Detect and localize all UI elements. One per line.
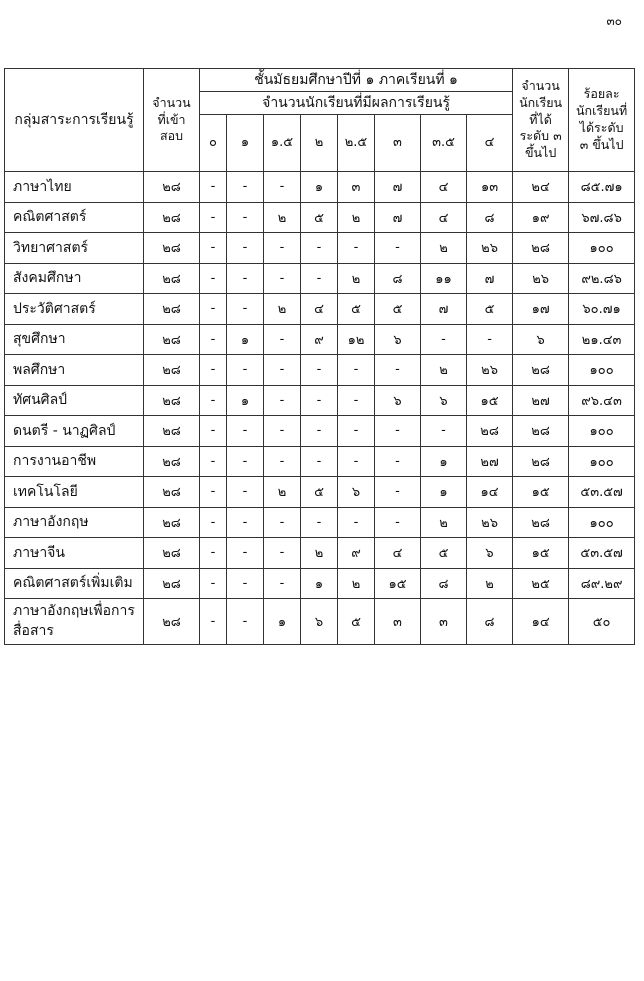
page-number: ๓๐ xyxy=(606,14,622,28)
grade-count-cell: ๒๖ xyxy=(467,355,513,386)
count-header-line: ขึ้นไป xyxy=(524,145,557,161)
grade-count-cell: ๑๕ xyxy=(467,385,513,416)
examinees-cell: ๒๘ xyxy=(144,538,200,569)
percent-level3-cell: ๕๐ xyxy=(569,599,635,645)
grade-count-cell: - xyxy=(227,294,264,325)
grade-count-cell: - xyxy=(467,324,513,355)
grade-count-cell: - xyxy=(200,477,227,508)
count-level3-cell: ๑๕ xyxy=(513,477,569,508)
grade-count-cell: ๖ xyxy=(301,599,338,645)
subject-cell: พลศึกษา xyxy=(5,355,144,386)
grade-header: ๐ xyxy=(200,115,227,172)
table-row xyxy=(5,263,635,294)
grade-count-cell: ๕ xyxy=(301,477,338,508)
table-row xyxy=(5,599,635,645)
examinees-cell: ๒๘ xyxy=(144,385,200,416)
grade-count-cell: - xyxy=(338,507,375,538)
grade-count-cell: ๒๖ xyxy=(467,507,513,538)
subject-cell: ทัศนศิลป์ xyxy=(5,385,144,416)
grade-count-cell: - xyxy=(200,324,227,355)
percent-level3-cell: ๑๐๐ xyxy=(569,416,635,447)
percent-level3-cell: ๑๐๐ xyxy=(569,355,635,386)
grade-count-cell: ๕ xyxy=(375,294,421,325)
grade-count-cell: ๒๗ xyxy=(467,446,513,477)
grade-count-cell: - xyxy=(227,568,264,599)
examinees-cell: ๒๘ xyxy=(144,233,200,264)
grade-count-cell: - xyxy=(338,416,375,447)
count-level3-cell: ๒๘ xyxy=(513,233,569,264)
count-level3-cell: ๖ xyxy=(513,324,569,355)
grade-count-cell: ๖ xyxy=(375,385,421,416)
grade-count-cell: ๑ xyxy=(301,172,338,203)
grade-count-cell: ๖ xyxy=(338,477,375,508)
grade-count-cell: - xyxy=(200,446,227,477)
grade-header: ๓ xyxy=(375,115,421,172)
grade-count-cell: ๗ xyxy=(467,263,513,294)
table-row xyxy=(5,172,635,203)
grade-count-cell: - xyxy=(227,263,264,294)
subject-cell: คณิตศาสตร์เพิ่มเติม xyxy=(5,568,144,599)
subject-cell: ภาษาจีน xyxy=(5,538,144,569)
grade-count-cell: - xyxy=(264,416,301,447)
grade-count-cell: - xyxy=(301,263,338,294)
grade-count-cell: ๑ xyxy=(301,568,338,599)
table-row xyxy=(5,233,635,264)
grade-count-cell: ๒๘ xyxy=(467,416,513,447)
grade-count-cell: ๑ xyxy=(227,324,264,355)
subject-group-header: กลุ่มสาระการเรียนรู้ xyxy=(5,69,144,172)
grade-count-cell: - xyxy=(301,416,338,447)
grade-count-cell: ๕ xyxy=(338,599,375,645)
grade-count-cell: ๘ xyxy=(467,599,513,645)
count-level3-cell: ๒๘ xyxy=(513,507,569,538)
count-level3-cell: ๒๔ xyxy=(513,172,569,203)
grade-count-cell: ๕ xyxy=(421,538,467,569)
grade-count-cell: ๔ xyxy=(375,538,421,569)
count-level3-cell: ๑๔ xyxy=(513,599,569,645)
grade-count-cell: ๒ xyxy=(264,202,301,233)
subject-cell: ดนตรี - นาฏศิลป์ xyxy=(5,416,144,447)
table-body xyxy=(5,172,635,645)
grade-count-cell: - xyxy=(227,599,264,645)
grade-count-cell: - xyxy=(264,385,301,416)
grade-count-cell: ๑๕ xyxy=(375,568,421,599)
grade-count-cell: ๒ xyxy=(338,263,375,294)
grade-count-cell: - xyxy=(227,477,264,508)
grade-count-cell: - xyxy=(264,263,301,294)
grade-count-cell: - xyxy=(421,416,467,447)
grade-header: ๑ xyxy=(227,115,264,172)
percent-level3-cell: ๙๖.๔๓ xyxy=(569,385,635,416)
examinees-cell: ๒๘ xyxy=(144,477,200,508)
examinees-header-line: จำนวน xyxy=(152,94,191,110)
percent-level3-header xyxy=(569,69,635,172)
table-row xyxy=(5,355,635,386)
table-row xyxy=(5,324,635,355)
grade-count-cell: - xyxy=(200,294,227,325)
subject-cell: เทคโนโลยี xyxy=(5,477,144,508)
grade-count-cell: - xyxy=(227,355,264,386)
count-level3-cell: ๑๗ xyxy=(513,294,569,325)
subject-cell: สังคมศึกษา xyxy=(5,263,144,294)
grade-header: ๒.๕ xyxy=(338,115,375,172)
grade-count-cell: - xyxy=(200,538,227,569)
grade-count-cell: ๑ xyxy=(264,599,301,645)
percent-header-line: ได้ระดับ xyxy=(579,120,624,135)
grade-count-cell: ๒ xyxy=(338,568,375,599)
count-level3-cell: ๑๕ xyxy=(513,538,569,569)
level-title-header: ชั้นมัธยมศึกษาปีที่ ๑ ภาคเรียนที่ ๑ xyxy=(200,69,513,92)
grade-count-cell: - xyxy=(301,507,338,538)
grade-count-cell: ๒๖ xyxy=(467,233,513,264)
grade-count-cell: ๒ xyxy=(264,477,301,508)
table-row xyxy=(5,446,635,477)
students-by-result-header: จำนวนนักเรียนที่มีผลการเรียนรู้ xyxy=(200,92,513,115)
count-header-line: ที่ได้ xyxy=(529,111,552,127)
grade-count-cell: ๔ xyxy=(421,172,467,203)
grade-count-cell: ๑ xyxy=(421,477,467,508)
grade-count-cell: - xyxy=(375,233,421,264)
table-row xyxy=(5,477,635,508)
grade-count-cell: ๒ xyxy=(421,233,467,264)
subject-cell: ภาษาไทย xyxy=(5,172,144,203)
grade-count-cell: ๑ xyxy=(421,446,467,477)
grade-count-cell: - xyxy=(227,446,264,477)
subject-cell: คณิตศาสตร์ xyxy=(5,202,144,233)
grade-count-cell: - xyxy=(200,202,227,233)
count-level3-header xyxy=(513,69,569,172)
grade-count-cell: - xyxy=(301,233,338,264)
grade-count-cell: ๓ xyxy=(421,599,467,645)
grade-count-cell: ๒ xyxy=(421,355,467,386)
grade-count-cell: ๒ xyxy=(264,294,301,325)
grade-count-cell: ๙ xyxy=(301,324,338,355)
percent-level3-cell: ๑๐๐ xyxy=(569,507,635,538)
grade-count-cell: ๔ xyxy=(301,294,338,325)
grade-count-cell: - xyxy=(338,355,375,386)
subject-cell: ภาษาอังกฤษ xyxy=(5,507,144,538)
count-header-line: นักเรียน xyxy=(519,94,563,110)
grade-count-cell: - xyxy=(338,446,375,477)
grade-count-cell: - xyxy=(227,202,264,233)
subject-cell: การงานอาชีพ xyxy=(5,446,144,477)
examinees-cell: ๒๘ xyxy=(144,446,200,477)
grade-count-cell: - xyxy=(264,355,301,386)
count-level3-cell: ๒๘ xyxy=(513,355,569,386)
table-row xyxy=(5,507,635,538)
grade-count-cell: - xyxy=(375,355,421,386)
grade-count-cell: - xyxy=(200,233,227,264)
count-level3-cell: ๒๗ xyxy=(513,385,569,416)
grade-header: ๑.๕ xyxy=(264,115,301,172)
grade-count-cell: ๖ xyxy=(467,538,513,569)
table-row xyxy=(5,568,635,599)
percent-level3-cell: ๒๑.๔๓ xyxy=(569,324,635,355)
grade-count-cell: ๓ xyxy=(375,599,421,645)
grade-count-cell: - xyxy=(200,355,227,386)
grade-count-cell: - xyxy=(375,477,421,508)
subject-cell: สุขศึกษา xyxy=(5,324,144,355)
count-header-line: ระดับ ๓ xyxy=(519,128,562,144)
percent-level3-cell: ๖๐.๗๑ xyxy=(569,294,635,325)
grade-count-cell: ๘ xyxy=(421,568,467,599)
count-level3-cell: ๑๙ xyxy=(513,202,569,233)
grade-count-cell: - xyxy=(375,446,421,477)
grade-count-cell: - xyxy=(264,507,301,538)
grade-count-cell: ๑๓ xyxy=(467,172,513,203)
grade-count-cell: ๑๑ xyxy=(421,263,467,294)
grade-count-cell: - xyxy=(338,233,375,264)
grade-count-cell: ๕ xyxy=(338,294,375,325)
grade-count-cell: ๒ xyxy=(421,507,467,538)
percent-level3-cell: ๕๓.๕๗ xyxy=(569,477,635,508)
examinees-header-line: ที่เข้า xyxy=(157,111,186,127)
grade-count-cell: - xyxy=(200,599,227,645)
examinees-cell: ๒๘ xyxy=(144,172,200,203)
subject-cell: ประวัติศาสตร์ xyxy=(5,294,144,325)
grade-count-cell: ๖ xyxy=(375,324,421,355)
percent-level3-cell: ๑๐๐ xyxy=(569,233,635,264)
grade-count-cell: - xyxy=(375,416,421,447)
percent-header-line: ๓ ขึ้นไป xyxy=(579,136,624,152)
grade-count-cell: ๗ xyxy=(421,294,467,325)
count-level3-cell: ๒๕ xyxy=(513,568,569,599)
grade-count-cell: - xyxy=(264,538,301,569)
grade-count-cell: - xyxy=(200,416,227,447)
grade-count-cell: ๖ xyxy=(421,385,467,416)
count-level3-cell: ๒๖ xyxy=(513,263,569,294)
percent-level3-cell: ๘๕.๗๑ xyxy=(569,172,635,203)
results-table xyxy=(4,68,635,645)
grade-count-cell: - xyxy=(301,446,338,477)
grade-count-cell: - xyxy=(421,324,467,355)
percent-level3-cell: ๑๐๐ xyxy=(569,446,635,477)
grade-count-cell: ๕ xyxy=(467,294,513,325)
percent-level3-cell: ๕๓.๕๗ xyxy=(569,538,635,569)
grade-count-cell: - xyxy=(264,568,301,599)
grade-header: ๒ xyxy=(301,115,338,172)
table-row xyxy=(5,538,635,569)
subject-cell: วิทยาศาสตร์ xyxy=(5,233,144,264)
examinees-cell: ๒๘ xyxy=(144,202,200,233)
count-header-line: จำนวน xyxy=(521,77,560,93)
grade-count-cell: ๒ xyxy=(467,568,513,599)
grade-count-cell: - xyxy=(301,355,338,386)
subject-line: ภาษาอังกฤษเพื่อการ xyxy=(13,602,135,619)
examinees-header-line: สอบ xyxy=(159,128,184,144)
examinees-cell: ๒๘ xyxy=(144,416,200,447)
examinees-cell: ๒๘ xyxy=(144,507,200,538)
grade-count-cell: - xyxy=(301,385,338,416)
grade-count-cell: - xyxy=(375,507,421,538)
grade-count-cell: - xyxy=(264,324,301,355)
grade-count-cell: - xyxy=(200,568,227,599)
grade-header: ๓.๕ xyxy=(421,115,467,172)
grade-count-cell: - xyxy=(264,233,301,264)
grade-count-cell: ๒ xyxy=(301,538,338,569)
grade-count-cell: ๓ xyxy=(338,172,375,203)
table-header xyxy=(5,69,635,172)
grade-count-cell: - xyxy=(264,446,301,477)
grade-count-cell: - xyxy=(200,172,227,203)
table-row xyxy=(5,385,635,416)
table-row xyxy=(5,202,635,233)
examinees-header xyxy=(144,69,200,172)
grade-count-cell: ๑๔ xyxy=(467,477,513,508)
grade-count-cell: ๙ xyxy=(338,538,375,569)
examinees-cell: ๒๘ xyxy=(144,599,200,645)
grade-count-cell: ๑๒ xyxy=(338,324,375,355)
grade-count-cell: - xyxy=(227,233,264,264)
grade-count-cell: - xyxy=(200,263,227,294)
subject-cell xyxy=(5,599,144,645)
grade-count-cell: ๗ xyxy=(375,202,421,233)
percent-level3-cell: ๖๗.๘๖ xyxy=(569,202,635,233)
grade-count-cell: ๘ xyxy=(375,263,421,294)
percent-header-line: ร้อยละ xyxy=(583,86,620,102)
grade-header: ๔ xyxy=(467,115,513,172)
grade-count-cell: - xyxy=(227,507,264,538)
examinees-cell: ๒๘ xyxy=(144,355,200,386)
grade-count-cell: ๒ xyxy=(338,202,375,233)
subject-line: สื่อสาร xyxy=(13,622,54,639)
examinees-cell: ๒๘ xyxy=(144,263,200,294)
grade-count-cell: ๔ xyxy=(421,202,467,233)
percent-level3-cell: ๙๒.๘๖ xyxy=(569,263,635,294)
count-level3-cell: ๒๘ xyxy=(513,416,569,447)
examinees-cell: ๒๘ xyxy=(144,294,200,325)
grade-count-cell: ๗ xyxy=(375,172,421,203)
grade-count-cell: - xyxy=(200,507,227,538)
grade-count-cell: ๕ xyxy=(301,202,338,233)
grade-count-cell: - xyxy=(264,172,301,203)
table-row xyxy=(5,416,635,447)
grade-count-cell: - xyxy=(338,385,375,416)
examinees-cell: ๒๘ xyxy=(144,324,200,355)
grade-count-cell: - xyxy=(227,416,264,447)
grade-count-cell: - xyxy=(200,385,227,416)
percent-level3-cell: ๘๙.๒๙ xyxy=(569,568,635,599)
grade-count-cell: - xyxy=(227,172,264,203)
count-level3-cell: ๒๘ xyxy=(513,446,569,477)
grade-count-cell: ๑ xyxy=(227,385,264,416)
grade-count-cell: ๘ xyxy=(467,202,513,233)
percent-header-line: นักเรียนที่ xyxy=(576,103,628,119)
grade-count-cell: - xyxy=(227,538,264,569)
examinees-cell: ๒๘ xyxy=(144,568,200,599)
table-row xyxy=(5,294,635,325)
